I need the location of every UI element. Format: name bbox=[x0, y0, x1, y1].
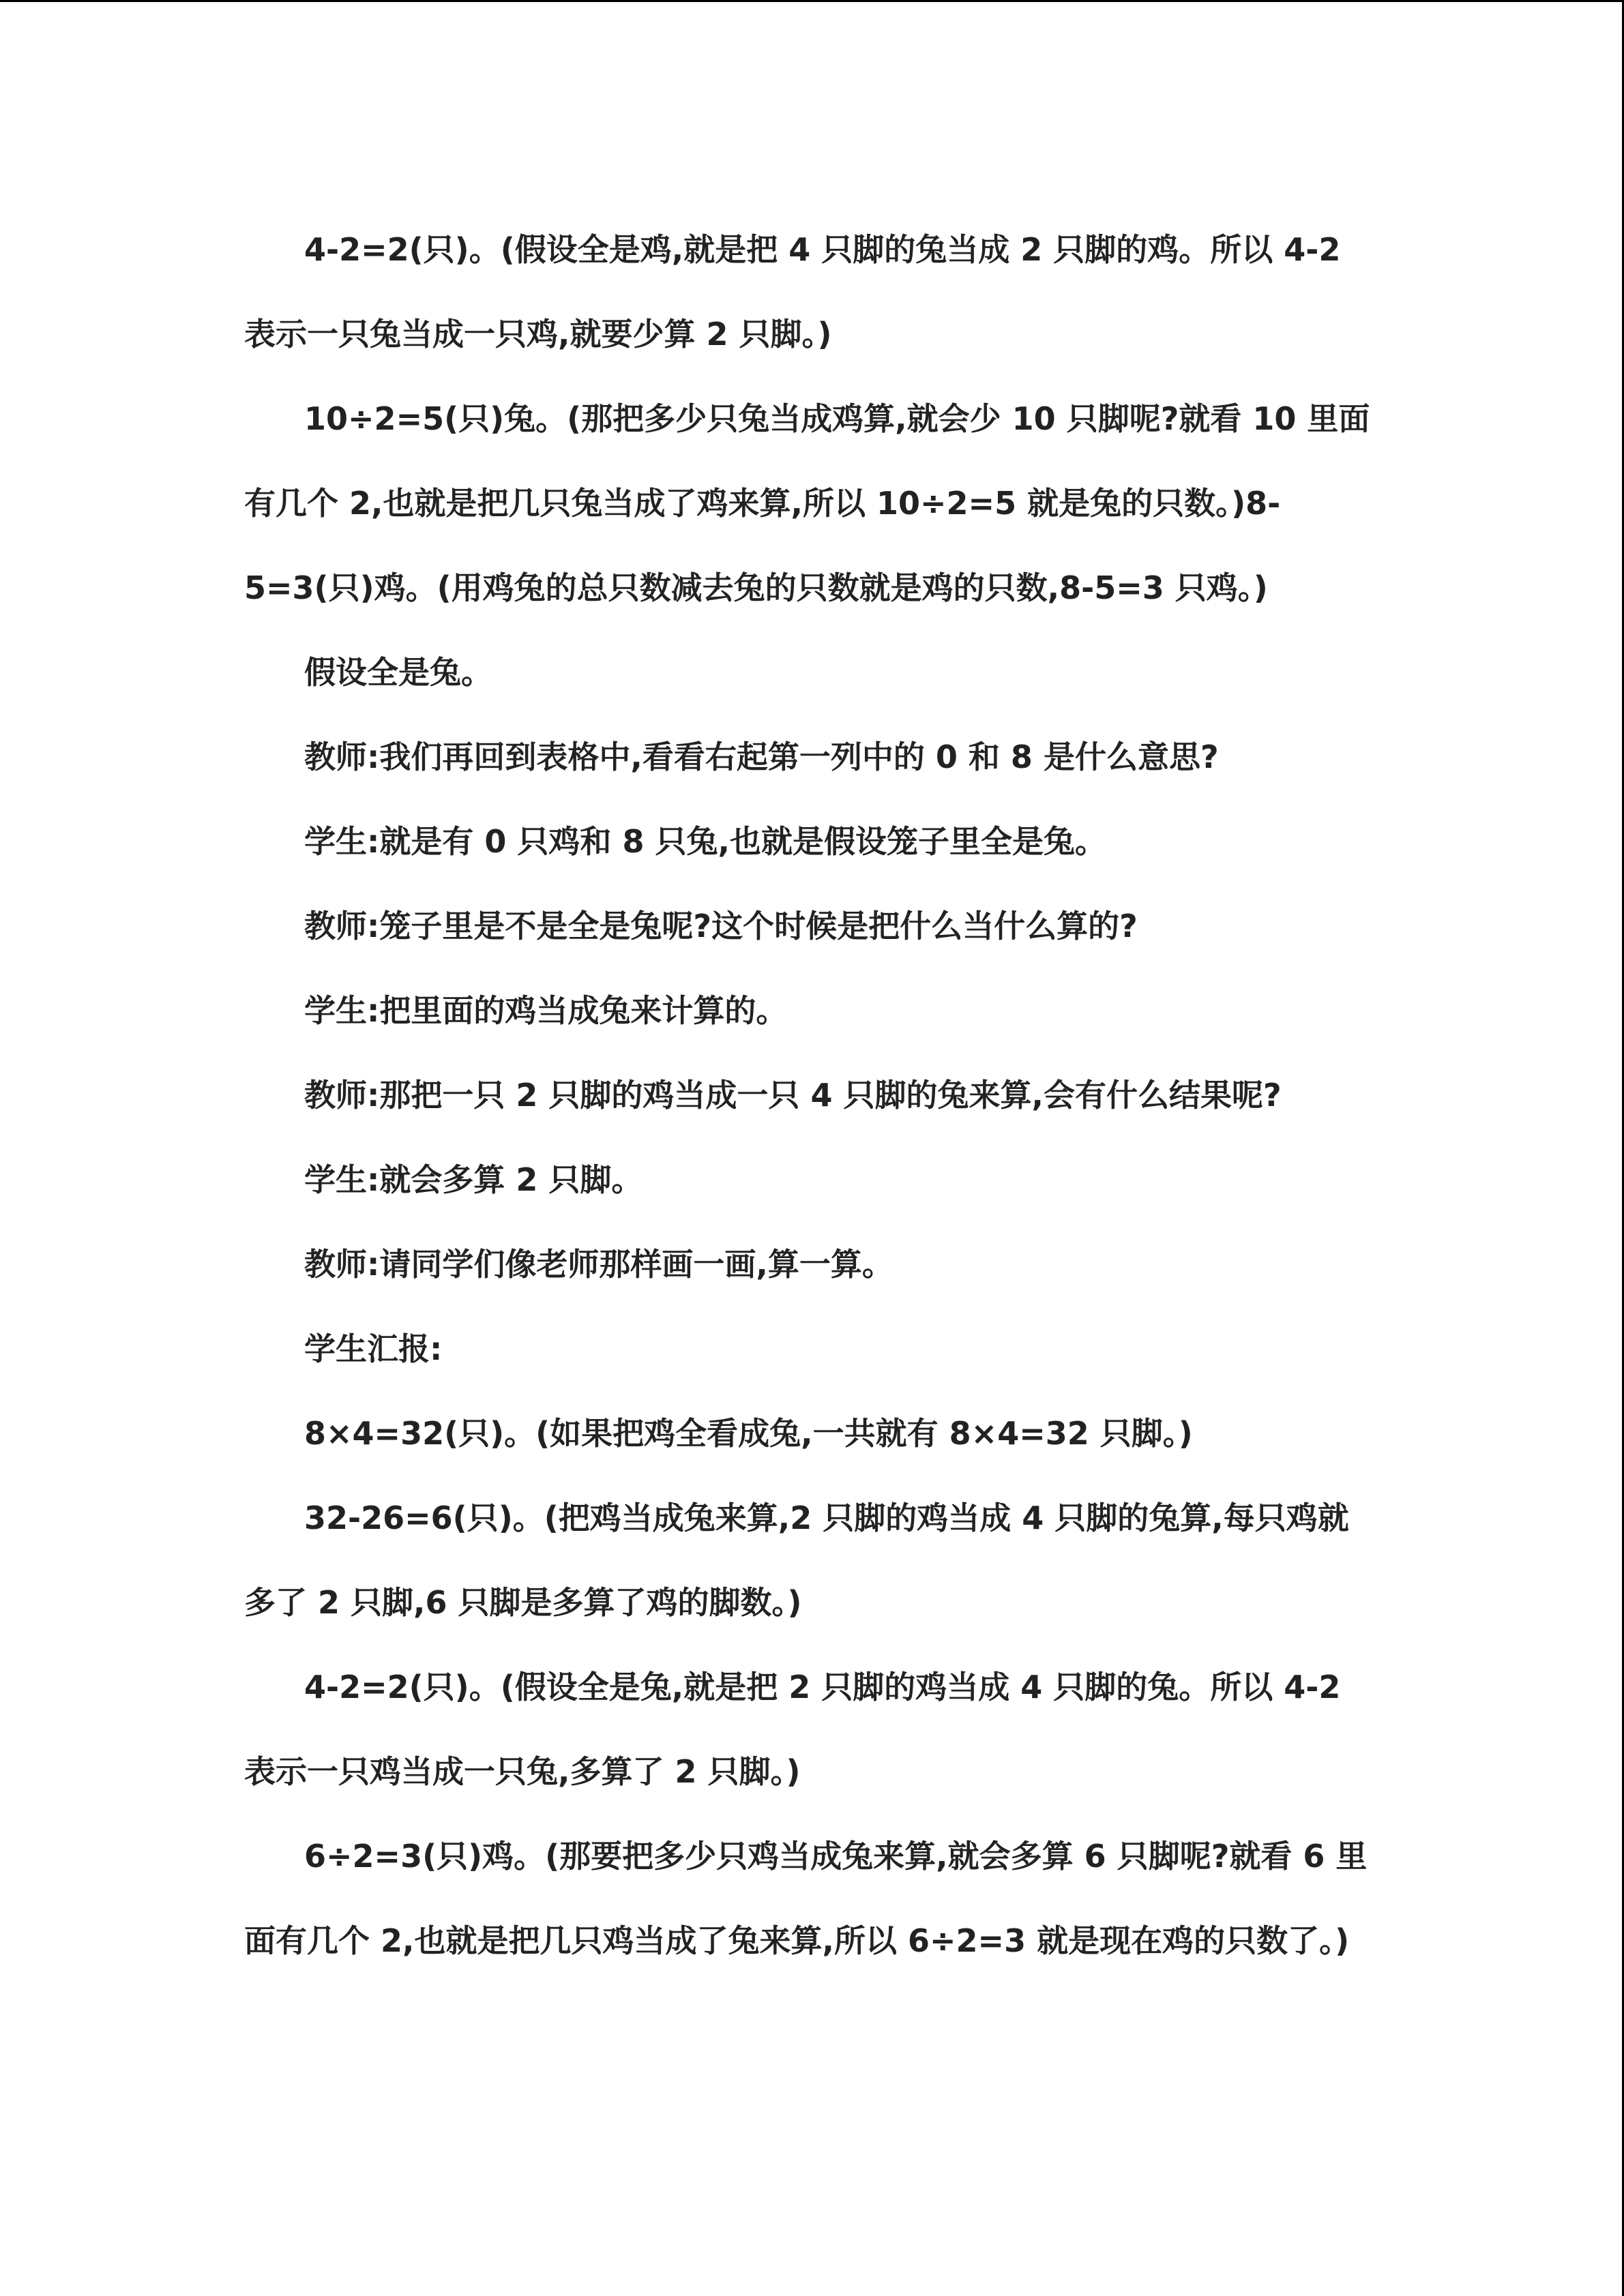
paragraph: 学生:就会多算 2 只脚。 bbox=[304, 1161, 643, 1198]
paragraph: 学生汇报: bbox=[304, 1330, 443, 1367]
paragraph: 6÷2=3(只)鸡。(那要把多少只鸡当成兔来算,就会多算 6 只脚呢?就看 6 里面有几个 2,也就是把几只鸡当成了兔来算,所以 6÷2=3 就是现在鸡的只数了。) bbox=[244, 1838, 1368, 1959]
paragraph: 学生:就是有 0 只鸡和 8 只兔,也就是假设笼子里全是兔。 bbox=[304, 823, 1106, 860]
paragraph: 10÷2=5(只)兔。(那把多少只兔当成鸡算,就会少 10 只脚呢?就看 10 里面有几个 2,也就是把几只兔当成了鸡来算,所以 10÷2=5 就是兔的只数。)8-5=3(只)鸡。(用鸡兔的总只数减去兔的只数就是鸡的只数,8-5=3 只鸡。) bbox=[244, 400, 1370, 606]
paragraph: 32-26=6(只)。(把鸡当成兔来算,2 只脚的鸡当成 4 只脚的兔算,每只鸡就多了 2 只脚,6 只脚是多算了鸡的脚数。) bbox=[244, 1500, 1349, 1621]
paragraph: 教师:我们再回到表格中,看看右起第一列中的 0 和 8 是什么意思? bbox=[304, 739, 1219, 775]
paragraph: 教师:笼子里是不是全是兔呢?这个时候是把什么当什么算的? bbox=[304, 908, 1138, 944]
paragraph: 4-2=2(只)。(假设全是兔,就是把 2 只脚的鸡当成 4 只脚的兔。所以 4-2 表示一只鸡当成一只兔,多算了 2 只脚。) bbox=[244, 1669, 1341, 1790]
paragraph: 教师:请同学们像老师那样画一画,算一算。 bbox=[304, 1246, 894, 1283]
paragraph: 4-2=2(只)。(假设全是鸡,就是把 4 只脚的兔当成 2 只脚的鸡。所以 4-2 表示一只兔当成一只鸡,就要少算 2 只脚。) bbox=[244, 231, 1341, 353]
paragraph: 假设全是兔。 bbox=[304, 654, 492, 691]
paragraph: 8×4=32(只)。(如果把鸡全看成兔,一共就有 8×4=32 只脚。) bbox=[304, 1415, 1193, 1452]
paragraph: 教师:那把一只 2 只脚的鸡当成一只 4 只脚的兔来算,会有什么结果呢? bbox=[304, 1077, 1282, 1114]
page-top-border bbox=[0, 0, 1624, 2]
paragraph: 学生:把里面的鸡当成兔来计算的。 bbox=[304, 992, 788, 1029]
document-body bbox=[244, 207, 1380, 1983]
